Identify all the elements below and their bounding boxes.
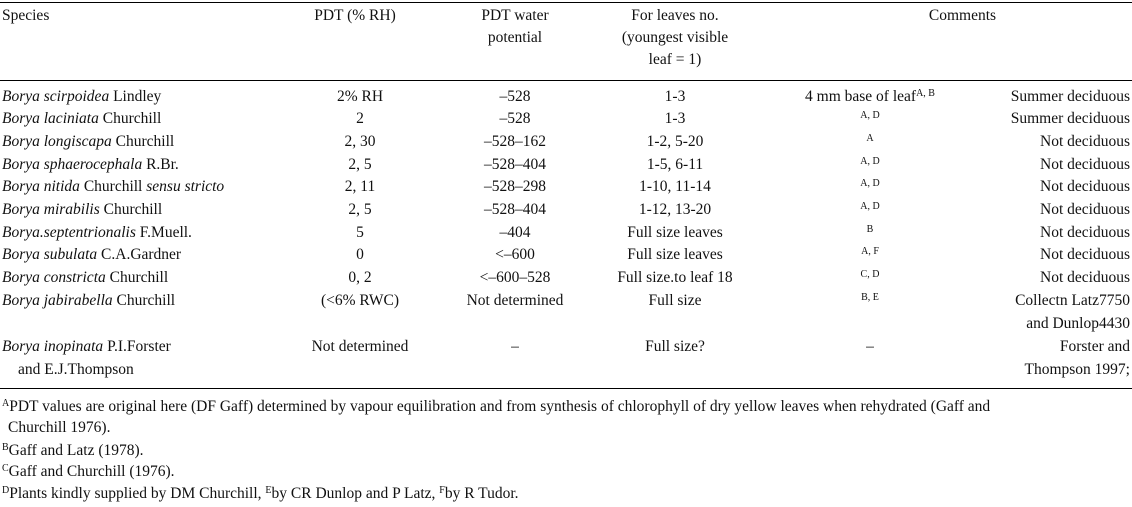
leaves-cell: 1-3 <box>664 88 686 105</box>
note-cell <box>770 292 970 310</box>
species-author: C.A.Gardner <box>97 246 182 263</box>
note-cell <box>770 201 970 219</box>
comment-cell: Not deciduous <box>1040 246 1130 263</box>
species-cell <box>2 246 181 264</box>
note-cell <box>770 178 970 196</box>
pdt-rh-cell: 2, 30 <box>344 133 376 150</box>
species-author: Churchill <box>98 110 162 127</box>
note-cell <box>770 246 970 264</box>
species-cell <box>2 178 224 196</box>
leaves-cell: 1-5, 6-11 <box>646 156 704 173</box>
footnote-c <box>2 461 1130 482</box>
comment-cell: Not deciduous <box>1040 201 1130 218</box>
note-cell <box>770 133 970 151</box>
pdt-rh-cell: 0 <box>356 246 364 263</box>
comment-cell: Not deciduous <box>1040 178 1130 195</box>
note-footnote-refs: A, D <box>860 110 880 121</box>
note-footnote-refs: A, D <box>860 178 880 189</box>
header-leaves-line1: For leaves no. <box>631 7 719 24</box>
note-cell <box>770 269 970 287</box>
pdt-rh-cell: 2, 5 <box>348 156 372 173</box>
species-cell <box>2 201 162 219</box>
footnote-f-text: by R Tudor. <box>444 485 519 502</box>
note-footnote-refs: A, D <box>860 156 880 167</box>
species-name: Borya mirabilis <box>2 201 100 218</box>
pdt-water-potential-cell: <–600 <box>495 246 535 263</box>
pdt-rh-cell: 2 <box>356 110 364 127</box>
footnote-d-mark: D <box>2 485 10 496</box>
species-cell <box>2 269 168 287</box>
leaves-cell: 1-12, 13-20 <box>638 201 712 218</box>
species-name: Borya constricta <box>2 269 106 286</box>
comment-cell-cont: and Dunlop4430 <box>1026 315 1130 332</box>
pdt-rh-cell: 2, 5 <box>348 201 372 218</box>
species-author: R.Br. <box>142 156 179 173</box>
footnote-a <box>2 396 1130 417</box>
footnote-f-mark: F <box>439 485 445 496</box>
pdt-rh-cell: Not determined <box>311 338 409 355</box>
footnote-a-cont: Churchill 1976). <box>8 419 111 436</box>
footnote-d <box>2 483 1130 504</box>
footnote-c-mark: C <box>2 463 9 474</box>
footnote-b <box>2 440 1130 461</box>
header-leaves-line2: (youngest visible <box>621 29 729 46</box>
footnote-b-mark: B <box>2 442 9 453</box>
leaves-cell: 1-3 <box>664 110 686 127</box>
pdt-rh-cell: 0, 2 <box>348 269 372 286</box>
pdt-rh-cell: 2, 11 <box>344 178 376 195</box>
note-cell <box>770 338 970 356</box>
comment-cell: Collectn Latz7750 <box>1015 292 1130 309</box>
note-footnote-refs: B <box>866 224 874 235</box>
footnote-b-text: Gaff and Latz (1978). <box>8 442 144 459</box>
footnote-c-text: Gaff and Churchill (1976). <box>8 463 175 480</box>
species-author-cont: and E.J.Thompson <box>18 361 134 378</box>
note-cell <box>770 110 970 128</box>
header-species: Species <box>2 7 50 24</box>
table-bottom-rule <box>0 388 1132 389</box>
leaves-cell: Full size? <box>645 338 705 355</box>
pdt-water-potential-cell: –404 <box>499 224 531 241</box>
note-footnote-refs: A, F <box>861 246 879 257</box>
leaves-cell: Full size leaves <box>627 246 723 263</box>
note-cell <box>770 88 970 106</box>
species-cell <box>2 110 161 128</box>
species-author: Churchill <box>112 292 176 309</box>
note-text: – <box>866 338 874 355</box>
species-cell <box>2 88 161 106</box>
species-author: F.Muell. <box>135 224 192 241</box>
footnote-a-text: PDT values are original here (DF Gaff) determined by vapour equilibration and from synthesis of chlorophyll of dry yellow leaves when rehydrated (Gaff and <box>9 398 991 415</box>
leaves-cell: Full size.to leaf 18 <box>617 269 733 286</box>
leaves-cell: Full size leaves <box>627 224 723 241</box>
header-pdt-water-potential-line1: PDT water <box>481 7 549 24</box>
pdt-rh-cell: 5 <box>356 224 364 241</box>
pdt-rh-cell: 2% RH <box>336 88 384 105</box>
species-author: P.I.Forster <box>103 338 171 355</box>
comment-cell: Not deciduous <box>1040 156 1130 173</box>
note-footnote-refs: C, D <box>860 269 880 280</box>
species-author: Churchill <box>99 201 163 218</box>
note-cell <box>770 156 970 174</box>
species-name: Borya sphaerocephala <box>2 156 143 173</box>
pdt-water-potential-cell: –528–162 <box>484 133 546 150</box>
species-name: Borya scirpoidea <box>2 88 110 105</box>
species-cell <box>2 133 174 151</box>
comment-cell-cont: Thompson 1997; <box>1024 361 1130 378</box>
species-name: Borya inopinata <box>2 338 104 355</box>
species-author: Churchill <box>79 178 147 195</box>
header-comments: Comments <box>928 7 997 24</box>
pdt-rh-cell: (<6% RWC) <box>320 292 400 309</box>
footnote-d-text: Plants kindly supplied by DM Churchill, <box>9 485 266 502</box>
species-name: Borya.septentrionalis <box>2 224 136 241</box>
pdt-water-potential-cell: –528–404 <box>484 156 546 173</box>
leaves-cell: Full size <box>648 292 702 309</box>
comment-cell: Summer deciduous <box>1010 88 1130 105</box>
comment-cell: Not deciduous <box>1040 224 1130 241</box>
footnote-a-mark: A <box>2 398 10 409</box>
note-footnote-refs: A <box>866 133 874 144</box>
species-cell <box>2 292 175 310</box>
note-footnote-refs: A, D <box>860 201 880 212</box>
header-rule <box>0 80 1132 81</box>
pdt-water-potential-cell: – <box>511 338 519 355</box>
pdt-water-potential-cell: –528–298 <box>484 178 546 195</box>
pdt-water-potential-cell: –528–404 <box>484 201 546 218</box>
leaves-cell: 1-2, 5-20 <box>646 133 704 150</box>
note-footnote-refs: B, E <box>861 292 879 303</box>
footnote-e-mark: E <box>265 485 272 496</box>
pdt-water-potential-cell: <–600–528 <box>479 269 551 286</box>
header-pdt-rh: PDT (% RH) <box>314 7 396 24</box>
species-name: Borya laciniata <box>2 110 99 127</box>
pdt-water-potential-cell: –528 <box>499 88 531 105</box>
note-text: 4 mm base of leaf <box>805 88 917 105</box>
pdt-water-potential-cell: –528 <box>499 110 531 127</box>
species-name: Borya nitida <box>2 178 80 195</box>
species-author: Lindley <box>109 88 162 105</box>
footnote-e-text: by CR Dunlop and P Latz, <box>271 485 440 502</box>
species-cell <box>2 224 192 242</box>
comment-cell: Forster and <box>1059 338 1130 355</box>
comment-cell: Not deciduous <box>1040 269 1130 286</box>
header-leaves-line3: leaf = 1) <box>648 51 702 68</box>
species-name: Borya longiscapa <box>2 133 112 150</box>
species-name: Borya subulata <box>2 246 98 263</box>
pdt-water-potential-cell: Not determined <box>466 292 564 309</box>
comment-cell: Not deciduous <box>1040 133 1130 150</box>
species-cell <box>2 156 179 174</box>
table-top-rule <box>0 2 1132 3</box>
header-pdt-water-potential-line2: potential <box>487 29 543 46</box>
species-author: Churchill <box>111 133 175 150</box>
species-cell <box>2 338 171 356</box>
species-qualifier: sensu stricto <box>146 178 225 195</box>
species-name: Borya jabirabella <box>2 292 113 309</box>
comment-cell: Summer deciduous <box>1010 110 1130 127</box>
note-cell <box>770 224 970 242</box>
species-author: Churchill <box>105 269 169 286</box>
note-footnote-refs: A, B <box>916 88 935 99</box>
leaves-cell: 1-10, 11-14 <box>639 178 711 195</box>
